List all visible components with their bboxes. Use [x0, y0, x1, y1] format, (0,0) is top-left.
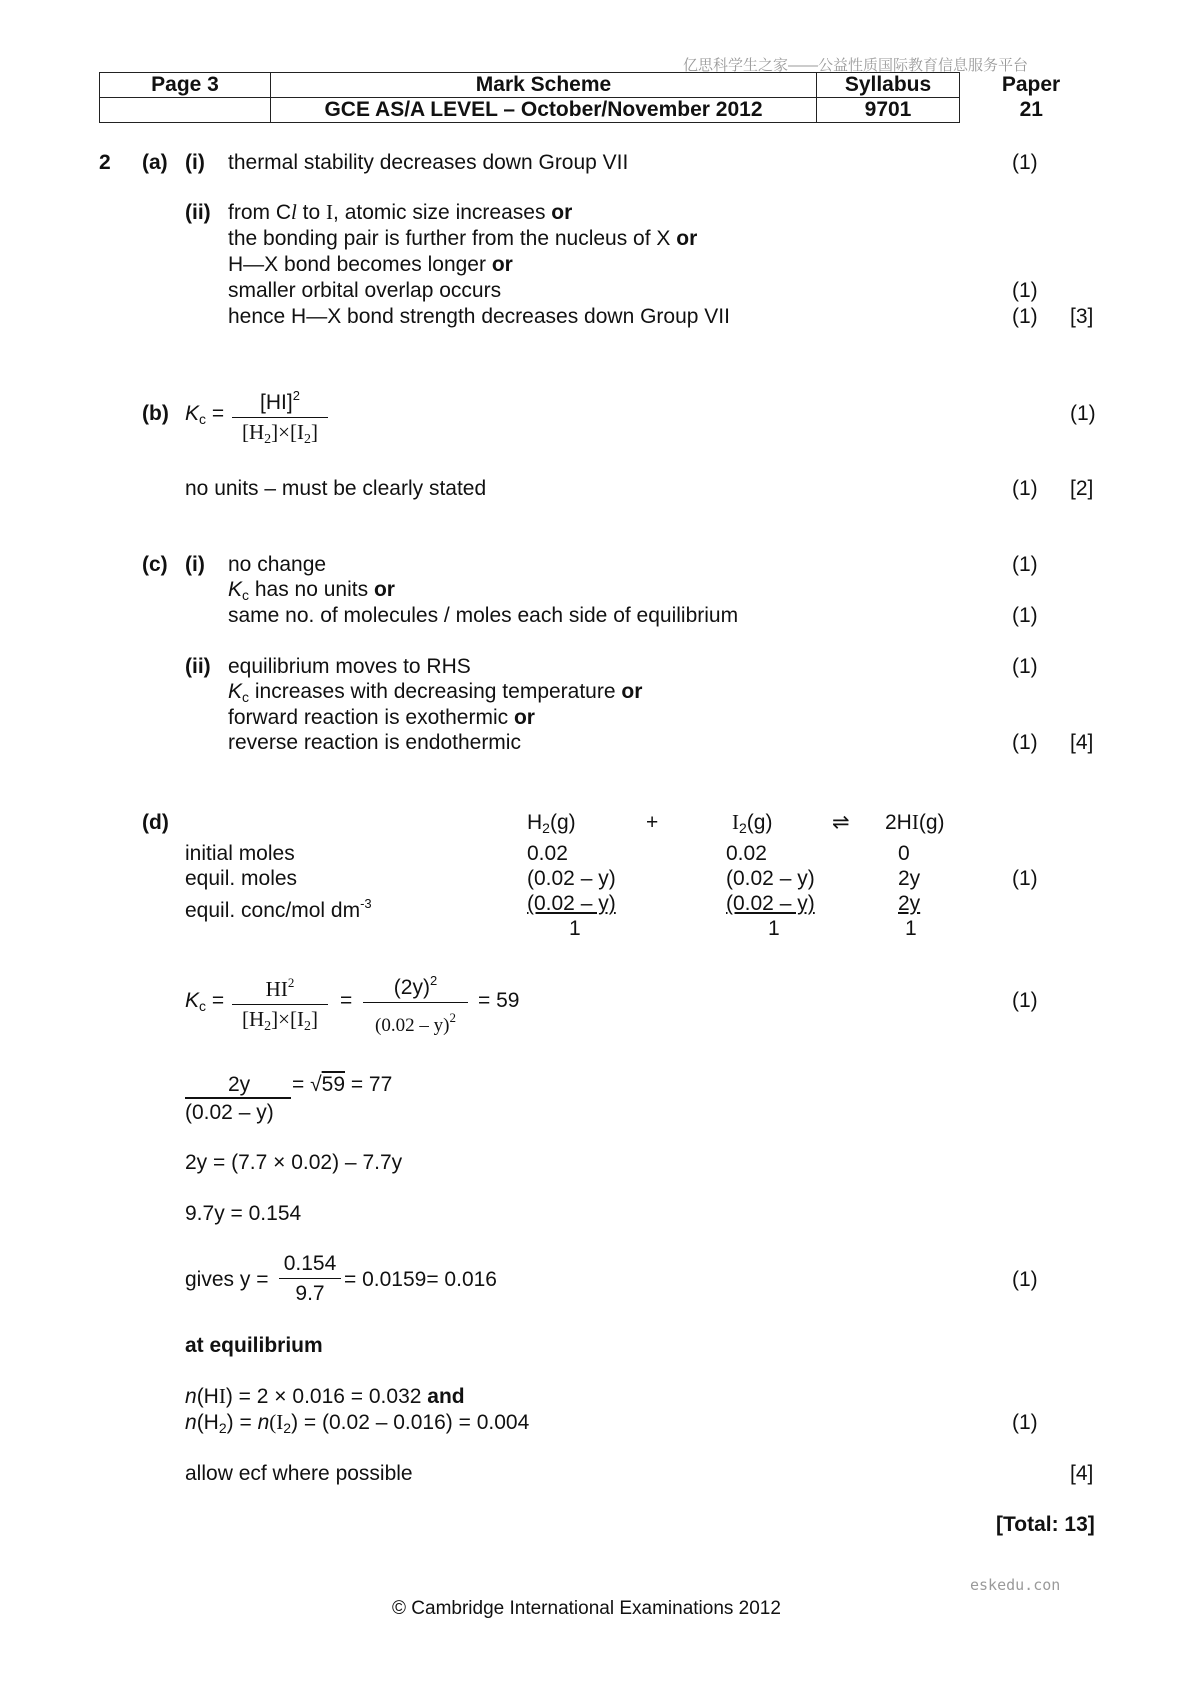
kc-fraction-2	[363, 968, 468, 1038]
part-a-ii-line2: the bonding pair is further from the nucleus of X or	[228, 227, 698, 250]
part-b-units: no units – must be clearly stated	[185, 477, 487, 500]
part-a-i-mark: (1)	[1012, 151, 1038, 174]
part-b-fraction	[232, 383, 328, 452]
part-a-ii-label: (ii)	[185, 201, 211, 224]
equation-plus: +	[646, 811, 659, 834]
part-c-ii-mark2: (1)	[1012, 731, 1038, 754]
equation-hi: 2HI(g)	[885, 810, 945, 834]
n-hi-line: n(HI) = 2 × 0.016 = 0.032 and	[185, 1384, 465, 1408]
sqrt-numerator: 2y	[228, 1073, 251, 1096]
header-exam: GCE AS/A LEVEL – October/November 2012	[271, 98, 817, 123]
header-title: Mark Scheme	[271, 73, 817, 98]
row-conc-i2-den: 1	[768, 917, 780, 940]
row-conc-hi: 2y	[898, 892, 921, 915]
row-equil-h2: (0.02 – y)	[527, 867, 616, 890]
part-c-ii-line4: reverse reaction is endothermic	[228, 731, 521, 754]
part-c-i-mark1: (1)	[1012, 553, 1038, 576]
kc-fraction-1-denominator: $[H_2]\times[I_2]$	[242, 1007, 318, 1034]
equation-i2: $I_2(g)$	[732, 810, 773, 836]
gives-mark: (1)	[1012, 1268, 1038, 1291]
row-equil-mark: (1)	[1012, 867, 1038, 890]
part-a-ii-mark2: (1)	[1012, 305, 1038, 328]
part-c-ii-line2: $K_c$ increases with decreasing temperature or	[228, 680, 643, 705]
kc-mark: (1)	[1012, 989, 1038, 1012]
part-c-i-line2: $K_c$ has no units or	[228, 578, 395, 603]
part-b-mark1: (1)	[1070, 402, 1096, 425]
part-b-mark2: (1)	[1012, 477, 1038, 500]
header-syllabus-label: Syllabus	[817, 73, 960, 98]
n-h2-line: $n(H_2) = n(I_2) = (0.02 - 0.016) = 0.004$	[185, 1410, 530, 1436]
row-conc-label: equil. conc/mol $dm^{-3}$	[185, 896, 372, 922]
header-page: Page 3	[100, 73, 271, 98]
part-c-i-label: (i)	[185, 553, 205, 576]
part-b-kc: $K_c$ =	[185, 402, 225, 427]
question-number: 2	[99, 151, 111, 174]
part-b-denominator: $[H_2]\times[I_2]$	[242, 420, 318, 447]
header-syllabus: 9701	[817, 98, 960, 123]
header-paper: 21	[1019, 98, 1043, 121]
step-1: 2y = (7.7 × 0.02) – 7.7y	[185, 1151, 403, 1174]
part-c-label: (c)	[142, 553, 168, 576]
header-table	[99, 72, 1103, 123]
kc-value: = 59	[478, 989, 520, 1012]
ecf-note: allow ecf where possible	[185, 1462, 413, 1485]
sqrt-denominator: (0.02 – y)	[185, 1101, 274, 1124]
part-a-i-text: thermal stability decreases down Group VII	[228, 151, 629, 174]
gives-denominator: 9.7	[295, 1282, 325, 1305]
sqrt-fraction-line	[185, 1097, 291, 1099]
sqrt-expression: = √59 = 77	[292, 1073, 393, 1096]
part-a-ii-line1: from Cl to I, atomic size increases or	[228, 200, 573, 224]
row-conc-h2-den: 1	[569, 917, 581, 940]
grand-total: [Total: 13]	[996, 1513, 1095, 1536]
part-a-label: (a)	[142, 151, 168, 174]
gives-fraction	[279, 1251, 341, 1306]
part-a-ii-mark1: (1)	[1012, 279, 1038, 302]
part-c-ii-label: (ii)	[185, 655, 211, 678]
row-initial-h2: 0.02	[527, 842, 568, 865]
kc-fraction-2-denominator: (0.02 – y)$^2$	[375, 1010, 456, 1036]
part-c-i-mark2: (1)	[1012, 604, 1038, 627]
part-b-total: [2]	[1070, 477, 1094, 500]
part-c-i-line1: no change	[228, 553, 327, 576]
part-b-label: (b)	[142, 402, 169, 425]
row-conc-i2: (0.02 – y)	[726, 892, 815, 915]
row-initial-label: initial moles	[185, 842, 295, 865]
part-c-total: [4]	[1070, 731, 1094, 754]
kc-fraction-1	[232, 970, 328, 1039]
header-blank	[100, 98, 271, 123]
part-c-i-line3: same no. of molecules / moles each side of equilibrium	[228, 604, 739, 627]
gives-numerator: 0.154	[279, 1251, 341, 1279]
kc-equals-2: =	[340, 989, 353, 1012]
part-a-ii-line4: smaller orbital overlap occurs	[228, 279, 502, 302]
row-conc-hi-den: 1	[905, 917, 917, 940]
part-d-total: [4]	[1070, 1462, 1094, 1485]
part-c-ii-line3: forward reaction is exothermic or	[228, 706, 535, 729]
watermark-text: 亿思科学生之家——公益性质国际教育信息服务平台	[683, 57, 1029, 74]
part-b-numerator: [HI]$^2$	[232, 383, 328, 418]
row-equil-hi: 2y	[898, 867, 921, 890]
row-equil-label: equil. moles	[185, 867, 298, 890]
part-c-ii-mark1: (1)	[1012, 655, 1038, 678]
part-a-i-label: (i)	[185, 151, 205, 174]
row-initial-i2: 0.02	[726, 842, 767, 865]
sqrt-symbol-icon: √	[310, 1073, 322, 1096]
part-a-ii-line3: H—X bond becomes longer or	[228, 253, 513, 276]
row-equil-i2: (0.02 – y)	[726, 867, 815, 890]
row-conc-h2: (0.02 – y)	[527, 892, 616, 915]
step-2: 9.7y = 0.154	[185, 1202, 302, 1225]
at-equilibrium-heading: at equilibrium	[185, 1334, 323, 1357]
part-a-ii-line5: hence H—X bond strength decreases down Group VII	[228, 305, 730, 328]
part-c-ii-line1: equilibrium moves to RHS	[228, 655, 471, 678]
footer-copyright: © Cambridge International Examinations 2012	[392, 1598, 781, 1619]
kc-fraction-1-numerator: $HI^2$	[232, 970, 328, 1005]
kc-fraction-2-numerator: $(2y)^2$	[363, 968, 468, 1003]
equilibrium-arrow-icon: ⇌	[832, 811, 850, 834]
n-mark: (1)	[1012, 1411, 1038, 1434]
header-paper-label: Paper	[1001, 73, 1061, 96]
part-a-total: [3]	[1070, 305, 1094, 328]
gives-label: gives y =	[185, 1268, 269, 1291]
part-d-label: (d)	[142, 811, 169, 834]
equation-h2: $H_2(g)$	[527, 811, 576, 836]
row-initial-hi: 0	[898, 842, 910, 865]
kc-expression-label: $K_c$ =	[185, 989, 225, 1014]
gives-result: = 0.0159= 0.016	[344, 1268, 497, 1291]
watermark-bottom: eskedu.con	[970, 1576, 1061, 1594]
